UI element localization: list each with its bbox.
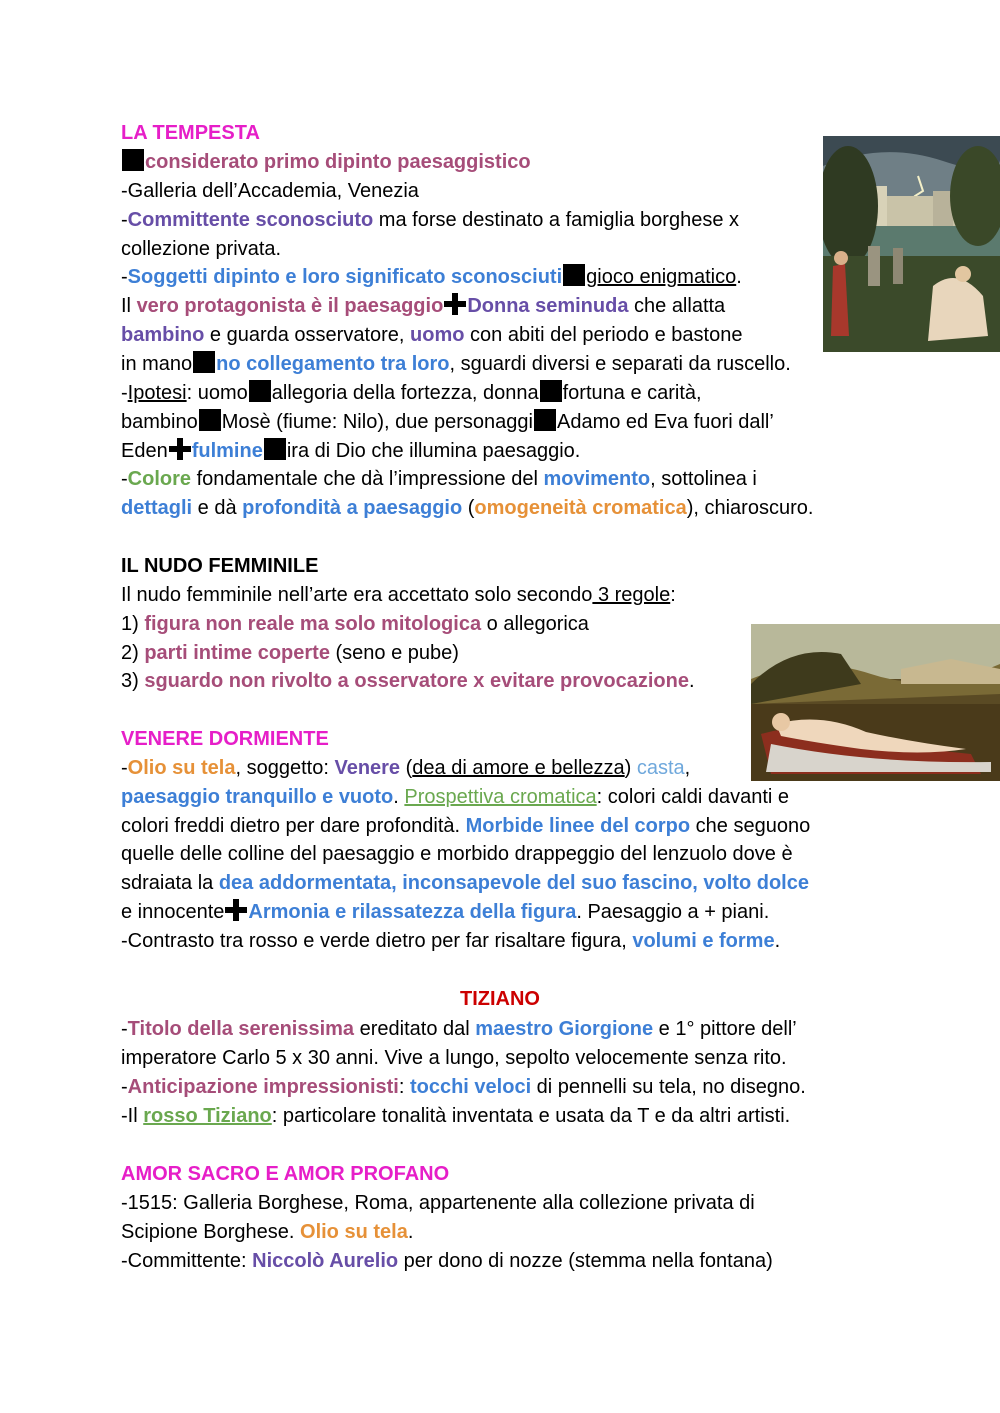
tempesta-line-5: -Soggetti dipinto e loro significato sconosciuti gioco enigmatico.: [121, 266, 742, 288]
black-square-icon: [122, 149, 144, 171]
black-square-icon: [249, 380, 271, 402]
tempesta-line-13: dettagli e dà profondità a paesaggio (omogeneità cromatica), chiaroscuro.: [121, 497, 814, 519]
tempesta-line-3: -Committente sconosciuto ma forse destinato a famiglia borghese x: [121, 209, 740, 231]
plus-icon: [169, 438, 191, 460]
nudo-title: IL NUDO FEMMINILE: [121, 555, 319, 577]
tempesta-line-2: -Galleria dell’Accademia, Venezia: [121, 180, 419, 202]
tempesta-line-7: bambino e guarda osservatore, uomo con abiti del periodo e bastone: [121, 324, 743, 346]
tempesta-line-1: considerato primo dipinto paesaggistico: [121, 148, 531, 177]
venere-line-2: paesaggio tranquillo e vuoto. Prospettiva cromatica: colori caldi davanti e: [121, 786, 789, 808]
tempesta-painting: [823, 136, 1000, 352]
tempesta-line-6: Il vero protagonista è il paesaggio Donna seminuda che allatta: [121, 295, 726, 317]
amor-title: AMOR SACRO E AMOR PROFANO: [121, 1163, 450, 1185]
tiziano-title: TIZIANO: [460, 988, 540, 1010]
venere-painting: [751, 624, 1000, 781]
nudo-line-1: Il nudo femminile nell’arte era accettato solo secondo 3 regole:: [121, 584, 676, 606]
tempesta-title: LA TEMPESTA: [121, 122, 260, 144]
black-square-icon: [193, 351, 215, 373]
tempesta-line-9: -Ipotesi: uomo allegoria della fortezza, donna fortuna e carità,: [121, 382, 702, 404]
tempesta-line-8: in mano no collegamento tra loro, sguardi diversi e separati da ruscello.: [121, 353, 791, 375]
venere-line-5: sdraiata la dea addormentata, inconsapevole del suo fascino, volto dolce: [121, 872, 809, 894]
nudo-rule-2: 2) parti intime coperte (seno e pube): [121, 642, 459, 664]
nudo-rule-3: 3) sguardo non rivolto a osservatore x evitare provocazione.: [121, 670, 695, 692]
tempesta-line-4: collezione privata.: [121, 238, 282, 260]
black-square-icon: [540, 380, 562, 402]
venere-line-3: colori freddi dietro per dare profondità. Morbide linee del corpo che seguono: [121, 815, 811, 837]
plus-icon: [225, 899, 247, 921]
venere-line-7: -Contrasto tra rosso e verde dietro per far risaltare figura, volumi e forme.: [121, 930, 781, 952]
tempesta-line-11: Eden fulmine ira di Dio che illumina paesaggio.: [121, 440, 581, 462]
tempesta-line-10: bambino Mosè (fiume: Nilo), due personaggi Adamo ed Eva fuori dall’: [121, 411, 774, 433]
black-square-icon: [563, 264, 585, 286]
venere-title: VENERE DORMIENTE: [121, 728, 329, 750]
tiziano-line-1: -Titolo della serenissima ereditato dal maestro Giorgione e 1° pittore dell’: [121, 1018, 797, 1040]
amor-line-2: Scipione Borghese. Olio su tela.: [121, 1221, 414, 1243]
plus-icon: [444, 293, 466, 315]
venere-line-4: quelle delle colline del paesaggio e morbido drappeggio del lenzuolo dove è: [121, 843, 793, 865]
tiziano-line-2: imperatore Carlo 5 x 30 anni. Vive a lungo, sepolto velocemente senza rito.: [121, 1047, 787, 1069]
black-square-icon: [199, 409, 221, 431]
tiziano-line-3: -Anticipazione impressionisti: tocchi veloci di pennelli su tela, no disegno.: [121, 1076, 806, 1098]
nudo-rule-1: 1) figura non reale ma solo mitologica o allegorica: [121, 613, 589, 635]
tiziano-line-4: -Il rosso Tiziano: particolare tonalità inventata e usata da T e da altri artisti.: [121, 1105, 791, 1127]
tempesta-line-12: -Colore fondamentale che dà l’impressione del movimento, sottolinea i: [121, 468, 757, 490]
amor-line-1: -1515: Galleria Borghese, Roma, appartenente alla collezione privata di: [121, 1192, 755, 1214]
venere-line-6: e innocente Armonia e rilassatezza della figura. Paesaggio a + piani.: [121, 901, 770, 923]
amor-line-3: -Committente: Niccolò Aurelio per dono di nozze (stemma nella fontana): [121, 1250, 773, 1272]
black-square-icon: [264, 438, 286, 460]
venere-line-1: -Olio su tela, soggetto: Venere (dea di amore e bellezza) casta,: [121, 757, 691, 779]
black-square-icon: [534, 409, 556, 431]
